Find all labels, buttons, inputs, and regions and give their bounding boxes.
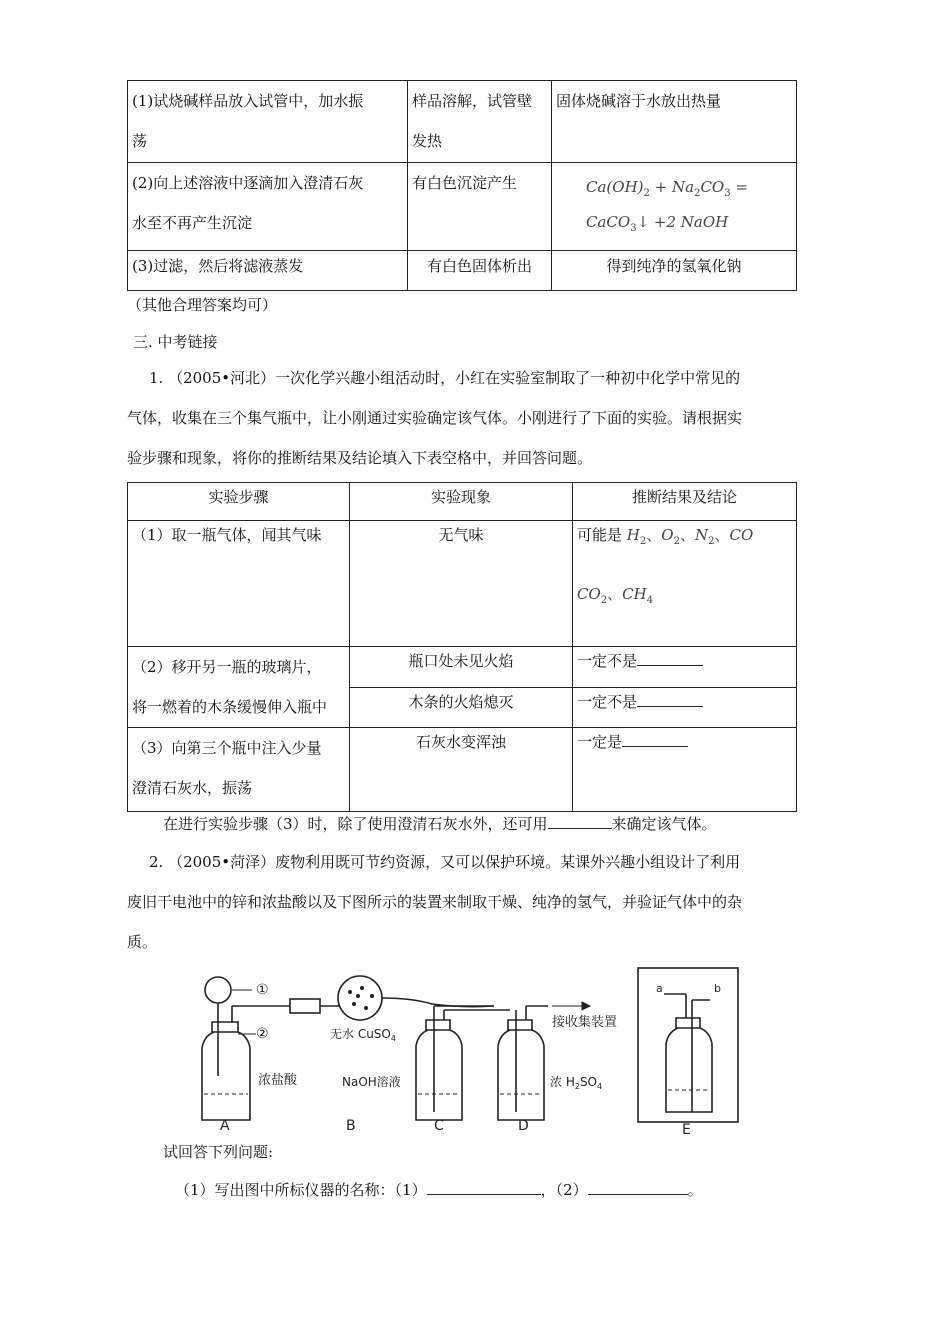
answer-blank[interactable] <box>548 814 612 829</box>
answer-blank[interactable] <box>637 651 703 666</box>
table-cell: 无气味 <box>350 521 573 647</box>
equation-cell <box>552 163 797 251</box>
letter-e: E <box>682 1122 691 1134</box>
cuso4-label: 无水 CuSO$_4$ <box>330 1027 396 1043</box>
followup-text: 来确定该气体。 <box>611 815 717 833</box>
cell-text: (2)向上述溶液中逐滴加入澄清石灰 <box>132 174 364 192</box>
table-cell <box>128 728 350 812</box>
table-cell <box>573 728 797 812</box>
result-table <box>127 80 797 291</box>
table-cell <box>552 81 797 163</box>
cell-text: 一定不是 <box>577 692 638 711</box>
answer-blank[interactable] <box>427 1180 541 1195</box>
h2so4-label: 浓 $H_2SO_4$ <box>550 1075 603 1091</box>
letter-a: A <box>220 1118 230 1134</box>
answer-blank[interactable] <box>588 1180 688 1195</box>
table-header: 推断结果及结论 <box>573 483 797 521</box>
q1-line: 验步骤和现象，将你的推断结果及结论填入下表空格中，并回答问题。 <box>127 449 593 467</box>
cell-text: 荡 <box>132 132 148 150</box>
q2-line: 质。 <box>127 933 158 951</box>
cell-text: 澄清石灰水，振荡 <box>132 779 253 797</box>
table-cell <box>573 647 797 688</box>
cell-text: 水至不再产生沉淀 <box>132 214 253 232</box>
table-note: （其他合理答案均可） <box>127 296 278 314</box>
table-cell <box>128 163 408 251</box>
q2-sub1 <box>175 1180 703 1200</box>
table-cell: 瓶口处未见火焰 <box>350 647 573 688</box>
table-cell <box>408 251 552 291</box>
table-cell: （1）取一瓶气体，闻其气味 <box>128 521 350 647</box>
q1-line: 1. （2005•河北）一次化学兴趣小组活动时，小红在实验室制取了一种初中化学中常见的 <box>149 369 741 387</box>
table-cell <box>128 647 350 728</box>
label-b: b <box>714 982 721 995</box>
label-2: ② <box>256 1026 269 1042</box>
apparatus-figure <box>190 966 750 1134</box>
table-cell <box>408 81 552 163</box>
table-cell: 木条的火焰熄灭 <box>350 687 573 728</box>
table-cell <box>128 251 408 291</box>
label-a: a <box>656 982 663 995</box>
letter-b: B <box>346 1118 356 1134</box>
table-cell <box>552 251 797 291</box>
naoh-label: NaOH溶液 <box>342 1075 401 1089</box>
answer-blank[interactable] <box>637 692 703 707</box>
collect-label: 接收集装置 <box>552 1015 618 1030</box>
q1-line: 气体，收集在三个集气瓶中，让小刚通过实验确定该气体。小刚进行了下面的实验。请根据实 <box>127 409 743 427</box>
cell-text: 有白色固体析出 <box>426 257 532 275</box>
table-cell <box>573 687 797 728</box>
acid-label: 浓盐酸 <box>258 1073 298 1088</box>
q1-followup <box>163 814 717 834</box>
answer-blank[interactable] <box>622 732 688 747</box>
sub1-text: ，（2） <box>540 1181 588 1199</box>
letter-c: C <box>434 1118 444 1134</box>
gas-formulas: $H_2$、$O_2$、$N_2$、CO <box>626 526 754 547</box>
cell-text: 将一燃着的木条缓慢伸入瓶中 <box>132 698 328 716</box>
q2-line: 废旧干电池中的锌和浓盐酸以及下图所示的装置来制取干燥、纯净的氢气，并验证气体中的杂 <box>127 893 743 911</box>
cell-text: 固体烧碱溶于水放出热量 <box>556 92 722 110</box>
table-header: 实验步骤 <box>128 483 350 521</box>
cell-text: （2）移开另一瓶的玻璃片， <box>132 658 322 676</box>
cell-text: 发热 <box>412 132 443 150</box>
followup-text: 在进行实验步骤（3）时，除了使用澄清石灰水外，还可用 <box>163 815 548 833</box>
cell-text: 一定是 <box>577 733 623 751</box>
sub1-text: 。 <box>687 1181 703 1199</box>
section-heading: 三. 中考链接 <box>133 333 218 351</box>
label-1: ① <box>256 982 269 998</box>
cell-text: 可能是 <box>577 526 623 544</box>
cell-text: （3）向第三个瓶中注入少量 <box>132 739 322 757</box>
table-header: 实验现象 <box>350 483 573 521</box>
table-cell <box>408 163 552 251</box>
table-cell <box>128 81 408 163</box>
sub1-text: （1）写出图中所标仪器的名称：（1） <box>175 1181 427 1199</box>
gas-formulas: $CO_2$、$CH_4$ <box>577 585 654 606</box>
experiment-table <box>127 482 797 812</box>
q2-prompt: 试回答下列问题: <box>163 1143 274 1161</box>
equation: $Ca(OH)_2 + Na_2CO_3$ = CaCO$_3$↓ +2 NaOH <box>586 178 748 234</box>
cell-text: 得到纯净的氢氧化钠 <box>606 257 742 275</box>
cell-text: 样品溶解，试管壁 <box>412 92 533 110</box>
cell-text: 一定不是 <box>577 652 638 670</box>
table-cell <box>573 521 797 647</box>
q2-line: 2. （2005•菏泽）废物利用既可节约资源，又可以保护环境。某课外兴趣小组设计了利用 <box>149 853 741 871</box>
cell-text: 有白色沉淀产生 <box>412 174 518 192</box>
cell-text: (3)过滤，然后将滤液蒸发 <box>132 257 304 275</box>
cell-text: (1)试烧碱样品放入试管中，加水振 <box>132 92 364 110</box>
letter-d: D <box>518 1118 529 1134</box>
table-cell: 石灰水变浑浊 <box>350 728 573 812</box>
